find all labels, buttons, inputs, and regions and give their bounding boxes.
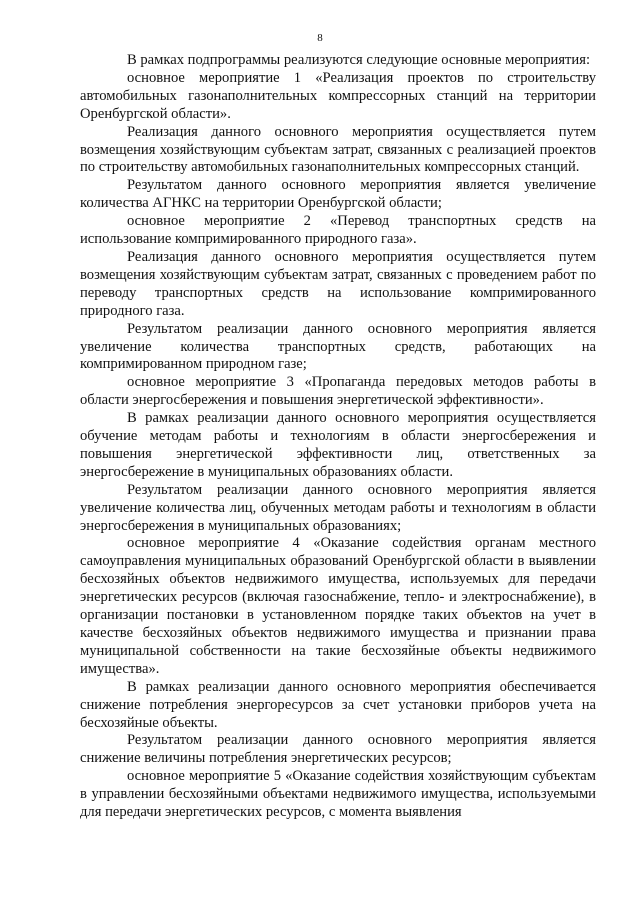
document-body xyxy=(80,52,596,822)
paragraph-measure-1-result: Результатом данного основного мероприятия является увеличение количества АГНКС на территории Оренбургской области; xyxy=(80,177,596,212)
paragraph-measure-2-result: Результатом реализации данного основного мероприятия является увеличение количества транспортных средств, работающих на компримированном природном газе; xyxy=(80,320,596,373)
paragraph-measure-3-implementation: В рамках реализации данного основного мероприятия осуществляется обучение методам работы и технологиям в области энергосбережения и повышения энергетической эффективности лиц, ответственных за энергосбережение в муниципальных образованиях области. xyxy=(80,410,596,480)
paragraph-measure-4-result: Результатом реализации данного основного мероприятия является снижение величины потребления энергетических ресурсов; xyxy=(80,732,596,767)
paragraph-measure-4-implementation: В рамках реализации данного основного мероприятия обеспечивается снижение потребления энергоресурсов за счет установки приборов учета на бесхозяйные объекты. xyxy=(80,678,596,731)
paragraph-measure-2-implementation: Реализация данного основного мероприятия осуществляется путем возмещения хозяйствующим субъектам затрат, связанных с проведением работ по переводу транспортных средств на использование компримированного природного газа. xyxy=(80,248,596,319)
paragraph-intro: В рамках подпрограммы реализуются следующие основные мероприятия: xyxy=(127,52,591,68)
paragraph-measure-2: основное мероприятие 2 «Перевод транспортных средств на использование компримированного природного газа». xyxy=(80,213,596,248)
paragraph-measure-1-implementation: Реализация данного основного мероприятия осуществляется путем возмещения хозяйствующим субъектам затрат, связанных с реализацией проектов по строительству автомобильных газонаполнительных компрессорных станций. xyxy=(80,123,596,176)
paragraph-measure-5: основное мероприятие 5 «Оказание содействия хозяйствующим субъектам в управлении бесхозяйными объектами недвижимого имущества, используемыми для передачи энергетических ресурсов, с момента выявления xyxy=(80,768,596,821)
page-number: 8 xyxy=(317,32,323,44)
paragraph-measure-3: основное мероприятие 3 «Пропаганда передовых методов работы в области энергосбережения и повышения энергетической эффективности». xyxy=(80,374,596,409)
paragraph-measure-4: основное мероприятие 4 «Оказание содействия органам местного самоуправления муниципальных образований Оренбургской области в выявлении бесхозяйных объектов недвижимого имущества, используемых для передачи энергетических ресурсов (включая газоснабжение, тепло- и электроснабжение), в организации постановки в установленном порядке таких объектов на учет в качестве бесхозяйных объектов недвижимого имущества и признании права муниципальной собственности на такие бесхозяйные объекты недвижимого имущества». xyxy=(80,535,596,677)
paragraph-measure-1: основное мероприятие 1 «Реализация проектов по строительству автомобильных газонаполнительных компрессорных станций на территории Оренбургской области». xyxy=(80,69,596,122)
paragraph-measure-3-result: Результатом реализации данного основного мероприятия является увеличение количества лиц, обученных методам работы и технологиям в области энергосбережения в муниципальных образованиях; xyxy=(80,481,596,534)
